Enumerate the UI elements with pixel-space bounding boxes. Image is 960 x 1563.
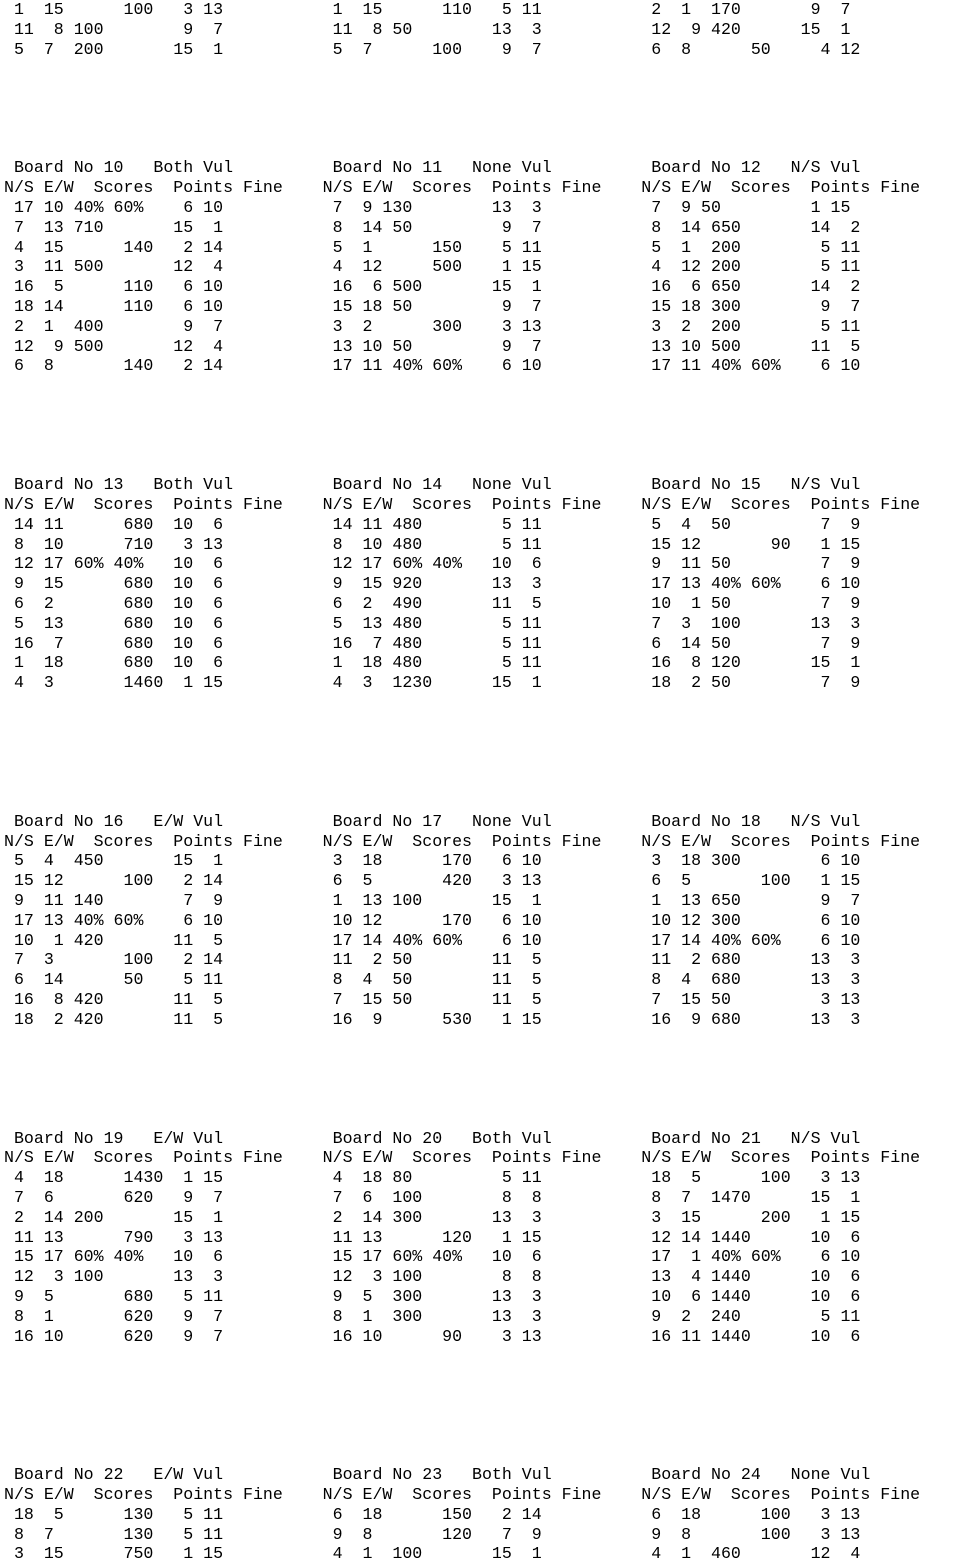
text-line: 1 15 100 3 13 1 15 110 5 11 2 1 170 9 7	[4, 0, 851, 19]
text-line: 6 14 50 5 11 8 4 50 11 5 8 4 680 13 3	[4, 970, 861, 990]
text-line: 12 17 60% 40% 10 6 12 17 60% 40% 10 6 9 11 50 7 9	[4, 554, 861, 574]
text-line: Board No 10 Both Vul Board No 11 None Vul Board No 12 N/S Vul	[4, 158, 861, 178]
text-line: 3 15 750 1 15 4 1 100 15 1 4 1 460 12 4	[4, 1544, 861, 1563]
text-line: 18 14 110 6 10 15 18 50 9 7 15 18 300 9 7	[4, 297, 861, 316]
text-line: 7 6 620 9 7 7 6 100 8 8 8 7 1470 15 1	[4, 1188, 861, 1207]
text-line: 16 8 420 11 5 7 15 50 11 5 7 15 50 3 13	[4, 990, 861, 1009]
text-line: 2 1 400 9 7 3 2 300 3 13 3 2 200 5 11	[4, 316, 861, 336]
text-line: 15 12 100 2 14 6 5 420 3 13 6 5 100 1 15	[4, 871, 861, 891]
text-line: 18 5 130 5 11 6 18 150 2 14 6 18 100 3 13	[4, 1504, 861, 1524]
text-line: Board No 19 E/W Vul Board No 20 Both Vul Board No 21 N/S Vul	[4, 1128, 861, 1148]
text-line: 18 2 420 11 5 16 9 530 1 15 16 9 680 13 3	[4, 1009, 861, 1029]
text-line: 17 13 40% 60% 6 10 10 12 170 6 10 10 12 300 6 10	[4, 910, 861, 930]
text-line: 16 10 620 9 7 16 10 90 3 13 16 11 1440 10 6	[4, 1326, 861, 1346]
text-line: 16 5 110 6 10 16 6 500 15 1 16 6 650 14 2	[4, 277, 861, 297]
text-line: 8 1 620 9 7 8 1 300 13 3 9 2 240 5 11	[4, 1306, 861, 1326]
text-line: 5 13 680 10 6 5 13 480 5 11 7 3 100 13 3	[4, 613, 861, 633]
text-line: 7 3 100 2 14 11 2 50 11 5 11 2 680 13 3	[4, 950, 861, 970]
text-line: N/S E/W Scores Points Fine N/S E/W Scores Points Fine N/S E/W Scores Points Fine	[4, 495, 921, 514]
text-line: N/S E/W Scores Points Fine N/S E/W Scores Points Fine N/S E/W Scores Points Fine	[4, 831, 921, 851]
text-line: 2 14 200 15 1 2 14 300 13 3 3 15 200 1 15	[4, 1207, 861, 1227]
text-line: 4 3 1460 1 15 4 3 1230 15 1 18 2 50 7 9	[4, 673, 861, 693]
text-line: 9 15 680 10 6 9 15 920 13 3 17 13 40% 60% 6 10	[4, 574, 861, 594]
text-line: 9 5 680 5 11 9 5 300 13 3 10 6 1440 10 6	[4, 1287, 861, 1306]
text-line: 12 3 100 13 3 12 3 100 8 8 13 4 1440 10 6	[4, 1267, 861, 1287]
text-line: 17 10 40% 60% 6 10 7 9 130 13 3 7 9 50 1 15	[4, 198, 851, 217]
text-line: 9 11 140 7 9 1 13 100 15 1 1 13 650 9 7	[4, 891, 861, 910]
text-line: 4 18 1430 1 15 4 18 80 5 11 18 5 100 3 13	[4, 1168, 861, 1188]
text-line: 7 13 710 15 1 8 14 50 9 7 8 14 650 14 2	[4, 217, 861, 237]
text-line: N/S E/W Scores Points Fine N/S E/W Scores Points Fine N/S E/W Scores Points Fine	[4, 1148, 921, 1168]
text-line: 11 8 100 9 7 11 8 50 13 3 12 9 420 15 1	[4, 19, 851, 39]
text-line: 4 15 140 2 14 5 1 150 5 11 5 1 200 5 11	[4, 237, 861, 257]
text-line: N/S E/W Scores Points Fine N/S E/W Scores Points Fine N/S E/W Scores Points Fine	[4, 1485, 921, 1504]
text-line: 6 2 680 10 6 6 2 490 11 5 10 1 50 7 9	[4, 594, 861, 613]
text-line: Board No 16 E/W Vul Board No 17 None Vul Board No 18 N/S Vul	[4, 811, 861, 831]
text-line: 10 1 420 11 5 17 14 40% 60% 6 10 17 14 40% 60% 6 10	[4, 930, 861, 950]
text-line: 5 4 450 15 1 3 18 170 6 10 3 18 300 6 10	[4, 851, 861, 871]
text-line: Board No 13 Both Vul Board No 14 None Vul Board No 15 N/S Vul	[4, 475, 861, 495]
text-line: 14 11 680 10 6 14 11 480 5 11 5 4 50 7 9	[4, 514, 861, 534]
text-line: 1 18 680 10 6 1 18 480 5 11 16 8 120 15 1	[4, 653, 861, 673]
text-line: 5 7 200 15 1 5 7 100 9 7 6 8 50 4 12	[4, 39, 861, 59]
text-line: 16 7 680 10 6 16 7 480 5 11 6 14 50 7 9	[4, 633, 861, 653]
text-line: 6 8 140 2 14 17 11 40% 60% 6 10 17 11 40% 60% 6 10	[4, 356, 861, 376]
text-line: 11 13 790 3 13 11 13 120 1 15 12 14 1440 10 6	[4, 1227, 861, 1247]
text-line: Board No 22 E/W Vul Board No 23 Both Vul Board No 24 None Vul	[4, 1465, 871, 1485]
text-line: N/S E/W Scores Points Fine N/S E/W Scores Points Fine N/S E/W Scores Points Fine	[4, 178, 921, 198]
text-line: 3 11 500 12 4 4 12 500 1 15 4 12 200 5 11	[4, 257, 861, 277]
text-line: 8 10 710 3 13 8 10 480 5 11 15 12 90 1 15	[4, 534, 861, 554]
text-line: 12 9 500 12 4 13 10 50 9 7 13 10 500 11 5	[4, 336, 861, 356]
text-line: 15 17 60% 40% 10 6 15 17 60% 40% 10 6 17 1 40% 60% 6 10	[4, 1247, 861, 1267]
text-line: 8 7 130 5 11 9 8 120 7 9 9 8 100 3 13	[4, 1524, 861, 1544]
